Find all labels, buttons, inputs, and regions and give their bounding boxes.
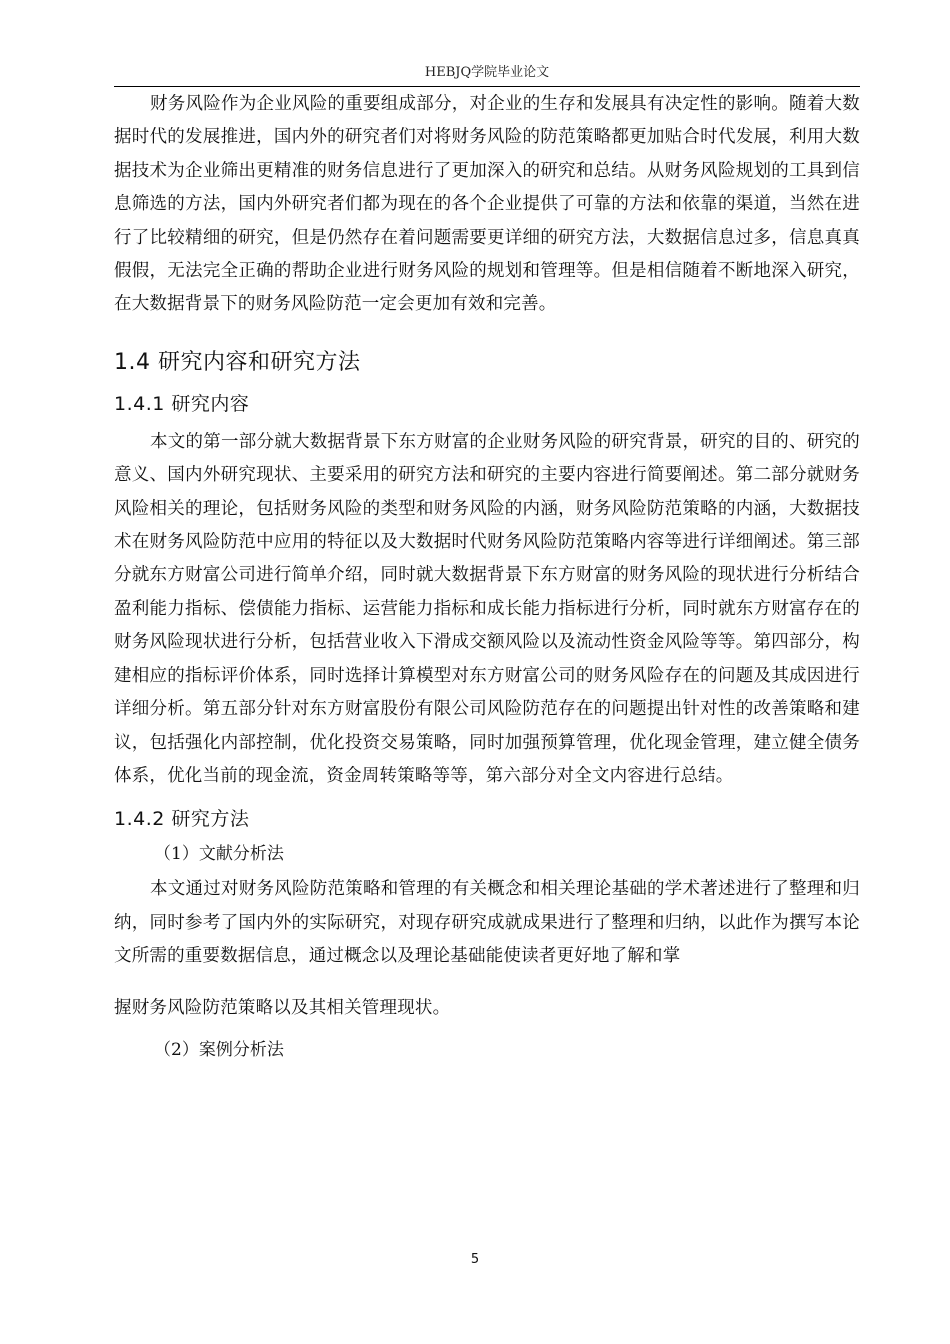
research-content-paragraph: 本文的第一部分就大数据背景下东方财富的企业财务风险的研究背景，研究的目的、研究的意义、国内外研究现状、主要采用的研究方法和研究的主要内容进行简要阐述。第二部分就财务风险相关的理论，包括财务风险的类型和财务风险的内涵，财务风险防范策略的内涵，大数据技术在财务风险防范中应用的特征以及大数据时代财务风险防范策略内容等进行详细阐述。第三部分就东方财富公司进行简单介绍，同时就大数据背景下东方财富的财务风险的现状进行分析结合盈利能力指标、偿债能力指标、运营能力指标和成长能力指标进行分析，同时就东方财富存在的财务风险现状进行分析，包括营业收入下滑成交额风险以及流动性资金风险等等。第四部分，构建相应的指标评价体系，同时选择计算模型对东方财富公司的财务风险存在的问题及其成因进行详细分析。第五部分针对东方财富股份有限公司风险防范存在的问题提出针对性的改善策略和建议，包括强化内部控制，优化投资交易策略，同时加强预算管理，优化现金管理，建立健全债务体系，优化当前的现金流，资金周转策略等等，第六部分对全文内容进行总结。 — [114, 431, 860, 786]
section-heading-1-4-2: 1.4.2 研究方法 — [114, 808, 250, 831]
running-header: HEBJQ学院毕业论文 — [424, 65, 550, 80]
section-heading-1-4-1: 1.4.1 研究内容 — [114, 392, 250, 415]
page-number: 5 — [470, 1252, 480, 1267]
header-divider — [114, 86, 860, 87]
page-body — [114, 88, 860, 1069]
method-1-paragraph: 本文通过对财务风险防范策略和管理的有关概念和相关理论基础的学术著述进行了整理和归纳，同时参考了国内外的实际研究，对现存研究成就成果进行了整理和归纳，以此作为撰写本论文所需的重要数据信息，通过概念以及理论基础能使读者更好地了解和掌 — [114, 879, 860, 967]
method-2-label: （2）案例分析法 — [154, 1039, 284, 1060]
intro-paragraph: 财务风险作为企业风险的重要组成部分，对企业的生存和发展具有决定性的影响。随着大数据时代的发展推进，国内外的研究者们对将财务风险的防范策略都更加贴合时代发展，利用大数据技术为企业筛出更精准的财务信息进行了更加深入的研究和总结。从财务风险规划的工具到信息筛选的方法，国内外研究者们都为现在的各个企业提供了可靠的方法和依靠的渠道，当然在进行了比较精细的研究，但是仍然存在着问题需要更详细的研究方法，大数据信息过多，信息真真假假，无法完全正确的帮助企业进行财务风险的规划和管理等。但是相信随着不断地深入研究，在大数据背景下的财务风险防范一定会更加有效和完善。 — [114, 94, 860, 315]
section-heading-1-4: 1.4 研究内容和研究方法 — [114, 349, 361, 375]
method-1-paragraph-continued: 握财务风险防范策略以及其相关管理现状。 — [114, 997, 451, 1018]
method-1-label: （1）文献分析法 — [154, 844, 284, 865]
